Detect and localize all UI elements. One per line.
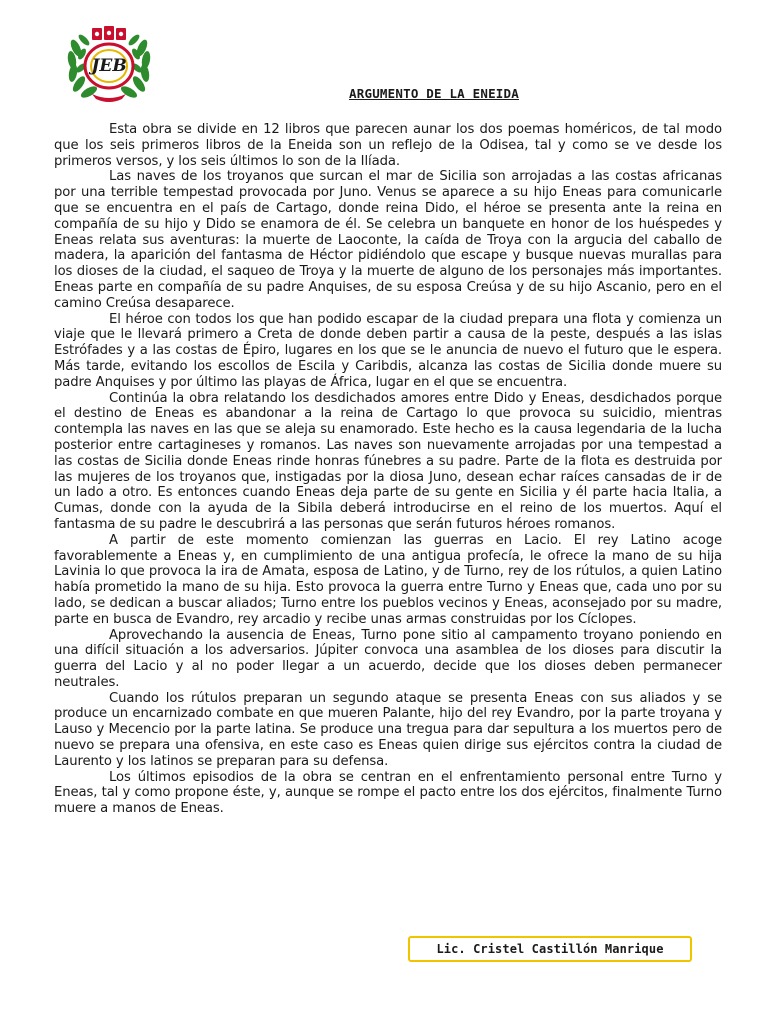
paragraph: Cuando los rútulos preparan un segundo ataque se presenta Eneas con sus aliados y se produce un encarnizado combate en que mueren Palante, hijo del rey Evandro, por la parte troyana y Lauso y Mecencio por la parte latina. Se produce una tregua para dar sepultura a los muertos pero de nuevo se prepara una ofensiva, en este caso es Eneas quien dirige sus ejércitos contra la ciudad de Laurento y los latinos se preparan para su defensa. [54, 690, 722, 769]
paragraph: Continúa la obra relatando los desdichados amores entre Dido y Eneas, desdichados porque el destino de Eneas es abandonar a la reina de Cartago lo que provoca su suicidio, mientras contempla las naves en las que se aleja su enamorado. Este hecho es la causa legendaria de la lucha posterior entre cartagineses y romanos. Las naves son nuevamente arrojadas por una tempestad a las costas de Sicilia donde Eneas rinde honras fúnebres a su padre. Parte de la flota es destruida por las mujeres de los troyanos que, instigadas por la diosa Juno, desean echar raíces cansadas de ir de un lado a otro. Es entonces cuando Eneas deja parte de su gente en Sicilia y él parte hacia Italia, a Cumas, donde con la ayuda de la Sibila deberá introducirse en el reino de los muertos. Aquí el fantasma de su padre le descubrirá a las personas que serán futuros héroes romanos. [54, 390, 722, 532]
paragraph: A partir de este momento comienzan las guerras en Lacio. El rey Latino acoge favorablemente a Eneas y, en cumplimiento de una antigua profecía, le ofrece la mano de su hija Lavinia lo que provoca la ira de Amata, esposa de Latino, y de Turno, rey de los rútulos, a quien Latino había prometido la mano de su hija. Esto provoca la guerra entre Turno y Eneas que, cada uno por su lado, se dedican a buscar aliados; Turno entre los pueblos vecinos y Eneas, aconsejado por su madre, parte en busca de Evandro, rey arcadio y recibe unas armas construidas por los Cíclopes. [54, 532, 722, 627]
document-body [54, 122, 722, 817]
author-signature-box [408, 936, 692, 962]
paragraph: Los últimos episodios de la obra se centran en el enfrentamiento personal entre Turno y Eneas, tal y como propone éste, y, aunque se rompe el pacto entre los dos ejércitos, finalmente Turno muere a manos de Eneas. [54, 769, 722, 817]
document-title: ARGUMENTO DE LA ENEIDA [349, 86, 519, 101]
paragraph: El héroe con todos los que han podido escapar de la ciudad prepara una flota y comienza un viaje que le llevará primero a Creta de donde deben partir a causa de la peste, después a las islas Estrófades y a las costas de Épiro, lugares en los que se le anuncia de nuevo el futuro que le espera. Más tarde, evitando los escollos de Escila y Caribdis, alcanza las costas de Sicilia donde muere su padre Anquises y por último las playas de África, lugar en el que se encuentra. [54, 311, 722, 390]
paragraph: Las naves de los troyanos que surcan el mar de Sicilia son arrojadas a las costas africanas por una terrible tempestad provocada por Juno. Venus se aparece a su hijo Eneas para comunicarle que se encuentra en el país de Cartago, donde reina Dido, el héroe se presenta ante la reina en compañía de su hijo y Dido se enamora de él. Se celebra un banquete en honor de los huéspedes y Eneas relata sus aventuras: la muerte de Laoconte, la caída de Troya con la argucia del caballo de madera, la aparición del fantasma de Héctor pidiéndolo que escape y busque nuevas murallas para los dioses de la ciudad, el saqueo de Troya y la muerte de alguno de los personajes más importantes. Eneas parte en compañía de su padre Anquises, de su esposa Creúsa y de su hijo Ascanio, pero en el camino Creúsa desaparece. [54, 169, 722, 311]
logo-emblem-text: JEB [91, 56, 127, 76]
paragraph: Esta obra se divide en 12 libros que parecen aunar los dos poemas homéricos, de tal modo que los seis primeros libros de la Eneida son un reflejo de la Odisea, tal y como se ve desde los primeros versos, y los seis últimos lo son de la Ilíada. [54, 122, 722, 169]
paragraph: Aprovechando la ausencia de Eneas, Turno pone sitio al campamento troyano poniendo en una difícil situación a los adversarios. Júpiter convoca una asamblea de los dioses para discutir la guerra del Lacio y al no poder llegar a un acuerdo, decide que los dioses deben permanecer neutrales. [54, 627, 722, 690]
author-signature: Lic. Cristel Castillón Manrique [436, 942, 664, 956]
